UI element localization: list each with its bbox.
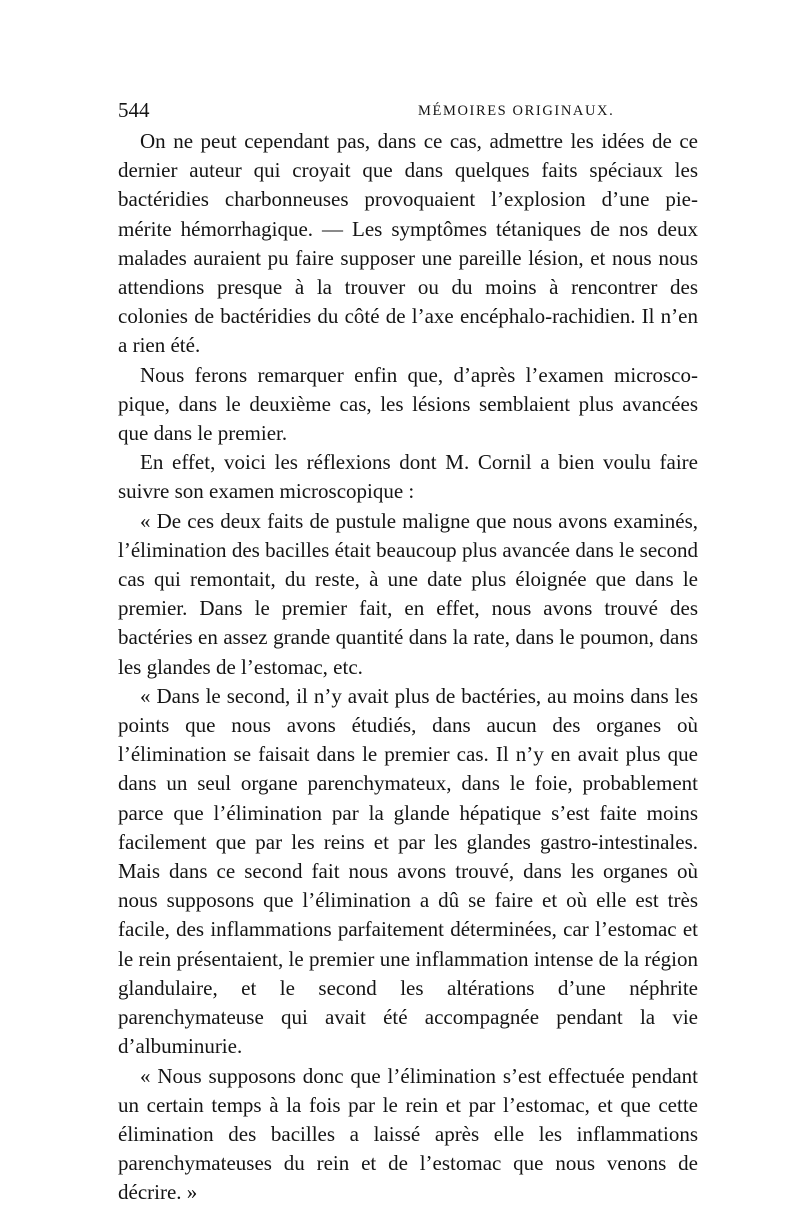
page-header xyxy=(118,97,698,123)
quoted-paragraph: « Dans le second, il n’y avait plus de bactéries, au moins dans les points que nous avons étudiés, dans aucun des organes où l’élimination se faisait dans le premier cas. Il n’y en avait plus que dans un seul organe parenchymateux, dans le foie, probablement parce que l’élimination par la glande hépatique s’est faite moins facilement que par les reins et par les glandes gastro-intestinales. Mais dans ce second fait nous avons trouvé, dans les organes où nous supposons que l’élimination a dû se faire et où elle est très facile, des inflammations parfaitement déterminées, car l’estomac et le rein présentaient, le premier une inflammation intense de la région glandulaire, et le second les altérations d’une néphrite parenchymateuse qui avait été accompagnée pendant la vie d’albuminurie. xyxy=(118,683,698,1059)
page-number: 544 xyxy=(118,98,150,122)
running-title: MÉMOIRES ORIGINAUX. xyxy=(418,103,615,119)
paragraph: Nous ferons remarquer enfin que, d’après l’examen microscopique, dans le deuxième cas, les lésions semblaient plus avancées que dans le premier. xyxy=(118,362,698,446)
quoted-paragraph: « Nous supposons donc que l’élimination s’est effectuée pendant un certain temps à la fois par le rein et par l’estomac, et que cette élimination des bacilles a laissé après elle les inflammations parenchymateuses du rein et de l’estomac que nous venons de décrire. » xyxy=(118,1063,698,1205)
paragraph: En effet, voici les réflexions dont M. Cornil a bien voulu faire suivre son examen microscopique : xyxy=(118,450,698,504)
quoted-paragraph: « De ces deux faits de pustule maligne que nous avons examinés, l’élimination des bacilles était beaucoup plus avancée dans le second cas qui remontait, du reste, à une date plus éloignée que dans le premier. Dans le premier fait, en effet, nous avons trouvé des bactéries en assez grande quantité dans la rate, dans le poumon, dans les glandes de l’estomac, etc. xyxy=(118,508,698,679)
paragraph: On ne peut cependant pas, dans ce cas, admettre les idées de ce dernier auteur qui croyait que dans quelques faits spéciaux les bactéridies charbonneuses provoquaient l’explosion d’une pie-mérite hémorrhagique. — Les symptômes tétaniques de nos deux malades auraient pu faire supposer une pareille lésion, et nous nous attendions presque à la trouver ou du moins à rencontrer des colonies de bactéridies du côté de l’axe encéphalo-rachidien. Il n’en a rien été. xyxy=(118,129,698,358)
body-text xyxy=(118,127,698,1208)
